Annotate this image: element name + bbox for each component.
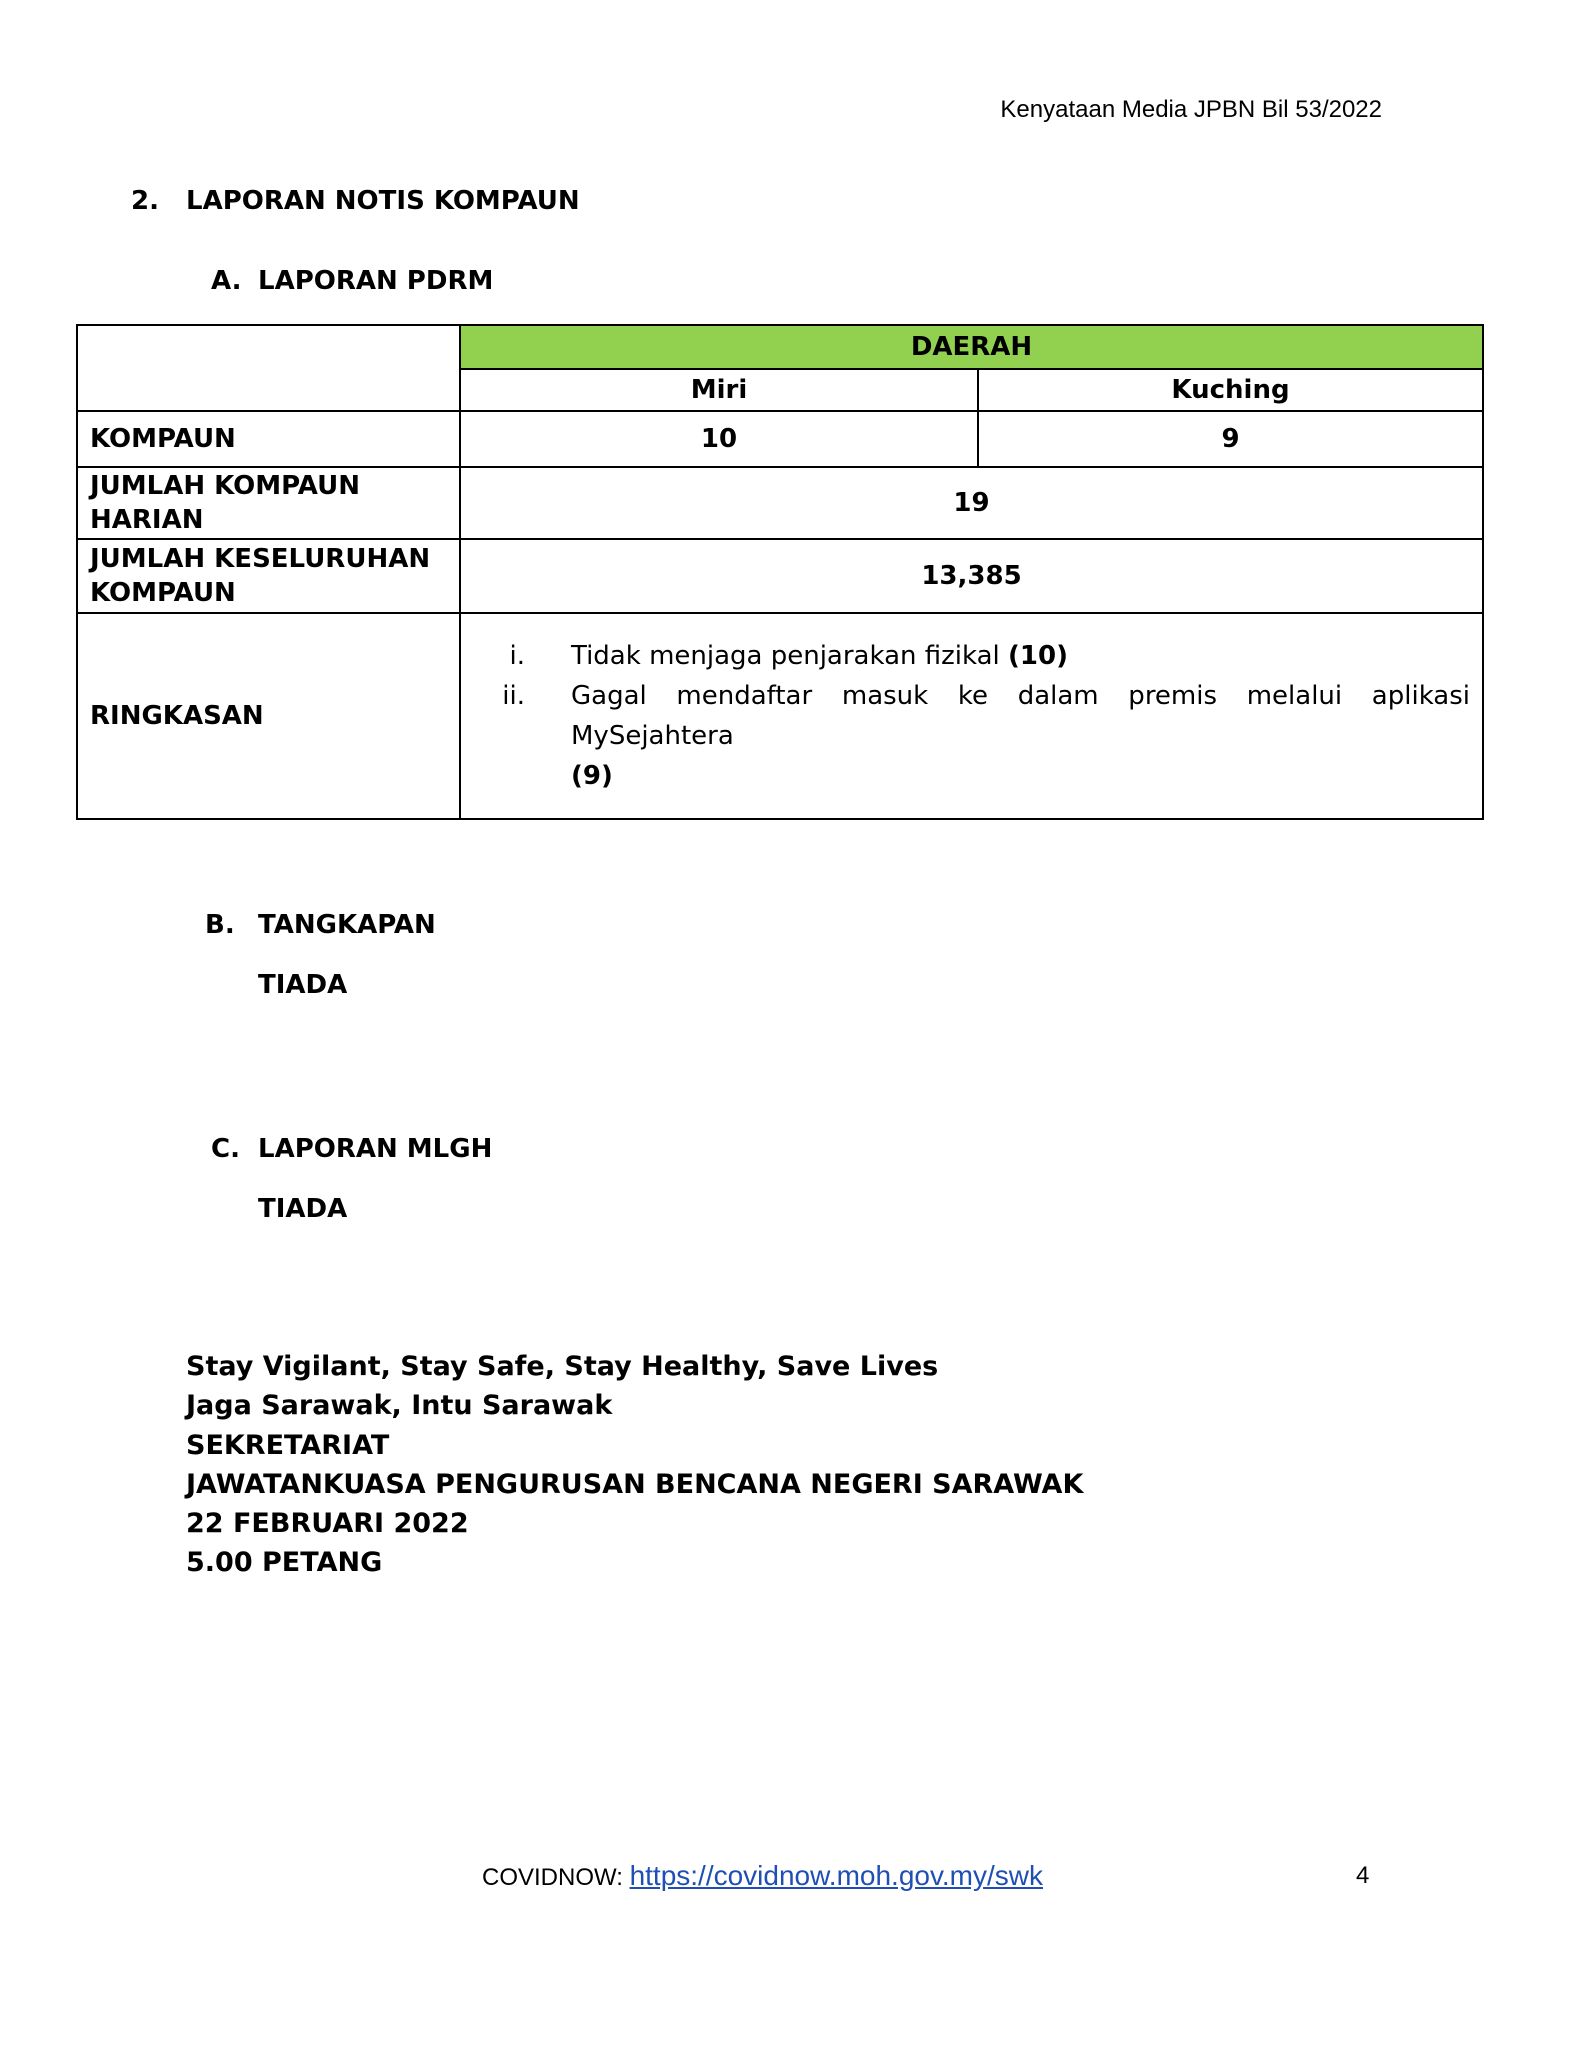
closing-time: 5.00 PETANG — [186, 1547, 383, 1579]
subsection-c-heading — [211, 1134, 492, 1164]
subsection-a-heading — [211, 266, 493, 296]
summary-item-2-description: Gagal mendaftar masuk ke dalam premis melalui aplikasi MySejahtera — [571, 681, 1470, 751]
daily-total-value: 19 — [460, 467, 1483, 539]
summary-item-1-description: Tidak menjaga penjarakan fizikal — [571, 641, 1009, 671]
kompaun-label: KOMPAUN — [77, 411, 460, 467]
subsection-c-title: LAPORAN MLGH — [258, 1134, 493, 1164]
daily-total-label-line2: HARIAN — [90, 505, 204, 535]
summary-item-1-text — [571, 636, 1470, 676]
summary-item-2-count: (9) — [571, 761, 613, 791]
footer-label: COVIDNOW: — [482, 1864, 630, 1891]
district-group-header: DAERAH — [460, 325, 1483, 369]
kompaun-miri-value: 10 — [460, 411, 978, 467]
summary-cell — [460, 613, 1483, 819]
kompaun-kuching-value: 9 — [978, 411, 1483, 467]
subsection-a-title: LAPORAN PDRM — [258, 266, 494, 296]
table-row — [77, 411, 1483, 467]
list-item — [461, 636, 1470, 676]
closing-date: 22 FEBRUARI 2022 — [186, 1508, 469, 1540]
table-row — [77, 539, 1483, 613]
overall-total-value: 13,385 — [460, 539, 1483, 613]
subsection-c-letter: C. — [211, 1134, 240, 1164]
overall-total-label — [77, 539, 460, 613]
closing-slogan: Stay Vigilant, Stay Safe, Stay Healthy, Save Lives — [186, 1351, 939, 1382]
overall-total-label-line2: KOMPAUN — [90, 578, 236, 608]
summary-item-2-numeral: ii. — [502, 681, 525, 711]
document-reference: Kenyataan Media JPBN Bil 53/2022 — [1000, 96, 1382, 123]
daily-total-label — [77, 467, 460, 539]
covidnow-link[interactable]: https://covidnow.moh.gov.my/swk — [629, 1860, 1043, 1891]
page-number: 4 — [1356, 1862, 1370, 1889]
summary-item-2-text — [571, 676, 1470, 796]
table-row — [77, 613, 1483, 819]
footer — [482, 1860, 1043, 1892]
closing-secretariat: SEKRETARIAT — [186, 1429, 390, 1461]
section-number: 2. — [131, 186, 159, 216]
table-row — [77, 467, 1483, 539]
district-kuching-header: Kuching — [978, 369, 1483, 411]
summary-label: RINGKASAN — [77, 613, 460, 819]
section-title: LAPORAN NOTIS KOMPAUN — [186, 186, 580, 216]
summary-item-1-count: (10) — [1008, 641, 1068, 671]
summary-list — [461, 614, 1470, 818]
subsection-b-status: TIADA — [258, 970, 348, 1000]
compound-report-table — [76, 324, 1484, 820]
closing-statement — [186, 1347, 1083, 1583]
subsection-b-title: TANGKAPAN — [258, 910, 436, 940]
district-miri-header: Miri — [460, 369, 978, 411]
subsection-a-letter: A. — [211, 266, 242, 296]
subsection-b-heading — [205, 910, 436, 940]
summary-item-1-numeral: i. — [509, 641, 525, 671]
closing-tagline: Jaga Sarawak, Intu Sarawak — [186, 1390, 613, 1422]
list-item — [461, 676, 1470, 796]
overall-total-label-line1: JUMLAH KESELURUHAN — [90, 544, 431, 574]
closing-committee: JAWATANKUASA PENGURUSAN BENCANA NEGERI SARAWAK — [186, 1468, 1084, 1500]
subsection-b-letter: B. — [205, 910, 235, 940]
daily-total-label-line1: JUMLAH KOMPAUN — [90, 471, 360, 501]
subsection-c-status: TIADA — [258, 1194, 348, 1224]
section-heading — [131, 186, 580, 216]
table-corner-cell — [77, 325, 460, 411]
table-header-row — [77, 325, 1483, 369]
